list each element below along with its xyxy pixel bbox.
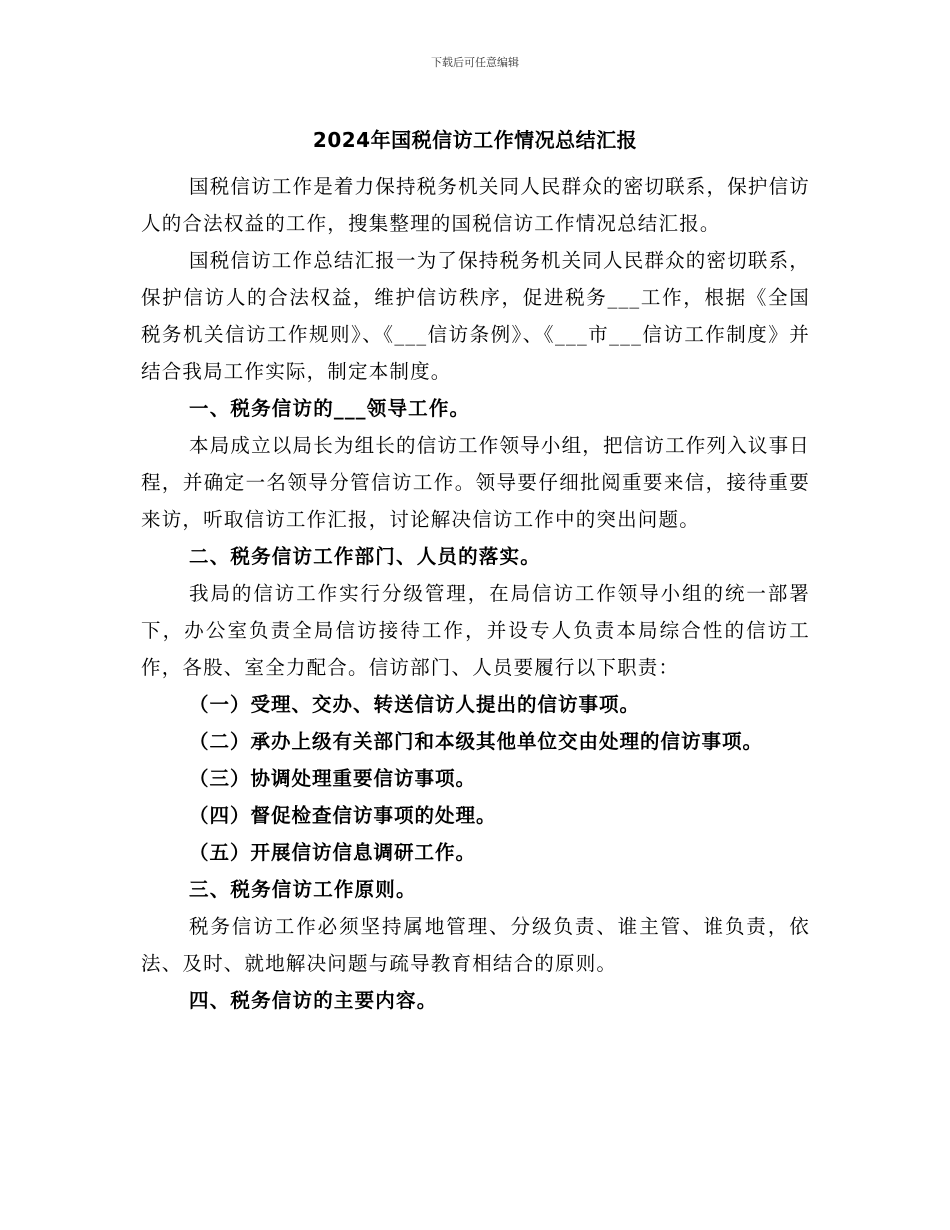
section-3-heading: 三、税务信访工作原则。: [189, 878, 417, 901]
section-4-heading: 四、税务信访的主要内容。: [189, 989, 438, 1012]
section-1-heading: 一、税务信访的___领导工作。: [189, 397, 471, 420]
section-2-text: 我局的信访工作实行分级管理，在局信访工作领导小组的统一部署下，办公室负责全局信访接待工作，并设专人负责本局综合性的信访工作，各股、室全力配合。信访部门、人员要履行以下职责：: [141, 582, 810, 679]
duty-item: （三）协调处理重要信访事项。: [189, 767, 477, 790]
duty-item: （二）承办上级有关部门和本级其他单位交由处理的信访事项。: [189, 730, 764, 753]
intro-paragraph: 国税信访工作是着力保持税务机关同人民群众的密切联系，保护信访人的合法权益的工作，搜集整理的国税信访工作情况总结汇报。: [141, 175, 811, 235]
section-2-heading: 二、税务信访工作部门、人员的落实。: [189, 545, 541, 568]
section-3-text: 税务信访工作必须坚持属地管理、分级负责、谁主管、谁负责，依法、及时、就地解决问题与疏导教育相结合的原则。: [141, 915, 810, 975]
duty-item: （一）受理、交办、转送信访人提出的信访事项。: [189, 693, 641, 716]
summary-paragraph: 国税信访工作总结汇报一为了保持税务机关同人民群众的密切联系，保护信访人的合法权益，维护信访秩序，促进税务___工作，根据《全国税务机关信访工作规则》、《___信访条例》、《___市___信访工作制度》并结合我局工作实际，制定本制度。: [141, 249, 811, 383]
duty-item: （五）开展信访信息调研工作。: [189, 841, 477, 864]
document-title: 2024年国税信访工作情况总结汇报: [312, 128, 638, 152]
document-body: [141, 168, 810, 1019]
duty-item: （四）督促检查信访事项的处理。: [189, 804, 497, 827]
header-note: 下载后可任意编辑: [431, 56, 519, 69]
section-1-text: 本局成立以局长为组长的信访工作领导小组，把信访工作列入议事日程，并确定一名领导分管信访工作。领导要仔细批阅重要来信，接待重要来访，听取信访工作汇报，讨论解决信访工作中的突出问题。: [141, 434, 811, 531]
